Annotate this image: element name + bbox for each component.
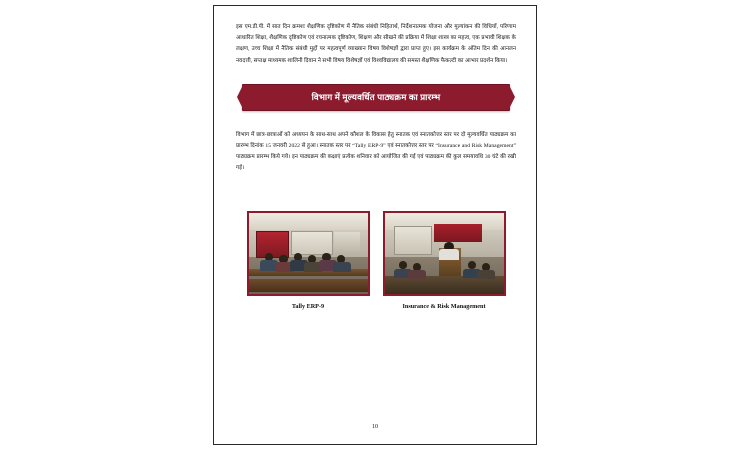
- page-number: 10: [372, 424, 378, 430]
- photo-caption-row: [236, 303, 516, 310]
- classroom-scene-image: [249, 213, 368, 294]
- paragraph-top: इस एम.डी.पी. में सात दिन क्रमशः शैक्षणिक दृष्टिकोण में नैतिक संबंधी निहितार्थ, निर्देशनात्मक योजना और मूल्यांकन की विधियाँ, परिणाम आधारित शिक्षा, शैक्षणिक दृष्टिकोण एवं रचनात्मक दृष्टिकोण, शिक्षण और सीखने की प्रक्रिया में शिक्षा शास्त्र का महत्व, एक प्रभावी शिक्षक के लक्षण, उच्च शिक्षा में नैतिक संबंधी मुद्दों पर महत्वपूर्ण व्याख्यान विषय विशेषज्ञों द्वारा प्राप्त हुए। इस कार्यक्रम के अंतिम दिन की आनलन नवदत्ती, सप्तक्ष माध्यमक शालिनी दिवान ने सभी विषय विशेषज्ञों एवं विश्वविद्यालय की समस्त शैक्षणिक फैकल्टी का आभार प्रदर्शन किया।: [236, 24, 516, 64]
- section-heading-text: विभाग में मूल्यवर्धित पाठ्यक्रम का प्रारम्भ: [311, 92, 441, 103]
- page-content: [236, 20, 516, 430]
- section-heading-banner: [242, 84, 510, 111]
- seminar-scene-image: [385, 213, 504, 294]
- photo-insurance-risk-management: [383, 211, 506, 296]
- caption-tally-erp-9: Tally ERP-9: [291, 302, 325, 310]
- photo-row: [236, 211, 516, 296]
- paragraph-middle: विभाग में छात्र-छात्राओं को अध्ययन के साथ-साथ अपने कौशल के विकास हेतु स्नातक एवं स्नातकोत्तर स्तर पर दो मूल्यवर्धित पाठ्यक्रम का प्रारम्भ दिनांक 15 जनवरी 2022 से हुआ। स्नातक स्तर पर “Tally ERP-9” एवं स्नातकोत्तर स्तर पर “Insurance and Risk Management” पाठ्यक्रम प्रारम्भ किये गये। इन पाठ्यक्रम की कक्षाएं प्रत्येक शनिवार को आयोजित की गई एवं पाठ्यक्रम की कुल समयावधि 30 घंटे की रखी गई।: [236, 131, 516, 172]
- document-page: [213, 5, 537, 445]
- caption-insurance-risk-management: Insurance & Risk Management: [402, 302, 486, 310]
- photo-tally-erp-9: [247, 211, 370, 296]
